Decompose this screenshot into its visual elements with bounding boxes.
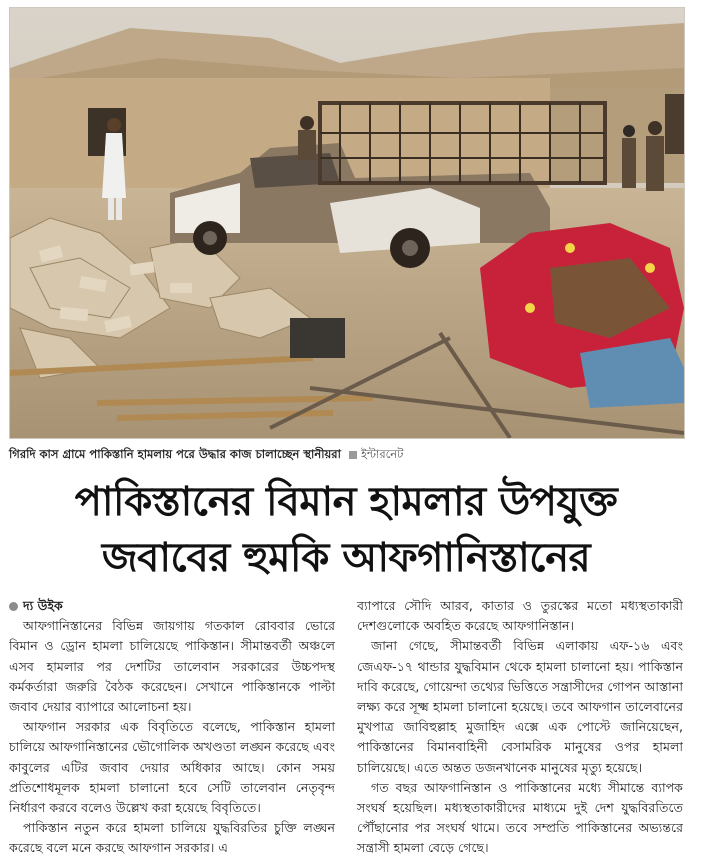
paragraph: পাকিস্তান নতুন করে হামলা চালিয়ে যুদ্ধবিরতির চুক্তি লঙ্ঘন করেছে বলে মনে করছে আফগান সরকার। এ [9, 820, 335, 856]
paragraph: আফগানিস্তানের বিভিন্ন জায়গায় গতকাল রোববার ভোরে বিমান ও ড্রোন হামলা চালিয়েছে পাকিস্তান। সীমান্তবর্তী অঞ্চলে এসব হামলার পর দেশটির তালেবান সরকারের উচ্চপদস্থ কর্মকর্তারা জরুরি বৈঠক করেছেন। সেখানে পাকিস্তানকে পাল্টা জবাব দেয়ার ব্যাপারে আলোচনা হয়। [9, 618, 335, 715]
caption-text: গিরদি কাস গ্রামে পাকিস্তানি হামলায় পরে উদ্ধার কাজ চালাচ্ছেন স্থানীয়রা [9, 447, 341, 461]
paragraph: ব্যাপারে সৌদি আরব, কাতার ও তুরস্কের মতো মধ্যস্থতাকারী দেশগুলোকে অবহিত করেছে আফগানিস্তান। [357, 598, 683, 634]
article-column-right [357, 596, 683, 859]
byline [9, 598, 63, 613]
paragraph: গত বছর আফগানিস্তান ও পাকিস্তানের মধ্যে সীমান্তে ব্যাপক সংঘর্ষ হয়েছিল। মধ্যস্থতাকারীদের মাধ্যমে দুই দেশ যুদ্ধবিরতিতে পৌঁছানোর পর সংঘর্ষ থামে। তবে সম্প্রতি পাকিস্তানের অভ্যন্তরে সন্ত্রাসী হামলা বেড়ে গেছে। [357, 779, 683, 856]
byline-text: দ্য উইক [23, 598, 63, 613]
news-photo [9, 7, 685, 439]
paragraph: জানা গেছে, সীমান্তবর্তী বিভিন্ন এলাকায় এফ-১৬ এবং জেএফ-১৭ থান্ডার যুদ্ধবিমান থেকে হামলা চালানো হয়। পাকিস্তান দাবি করেছে, গোয়েন্দা তথ্যের ভিত্তিতে সন্ত্রাসীদের গোপন আস্তানা লক্ষ্য করে সূক্ষ্ম হামলা চালানো হয়েছে। তবে আফগান তালেবানের মুখপাত্র জাবিহুল্লাহ মুজাহিদ এক্সে এক পোস্টে জানিয়েছেন, পাকিস্তানের বিমানবাহিনী বেসামরিক মানুষের ওপর হামলা চালিয়েছে। এতে অন্তত ডজনখানেক মানুষের মৃত্যু হয়েছে। [357, 638, 683, 775]
article-column-left [9, 596, 335, 859]
photo-caption [9, 443, 683, 465]
article-body [9, 596, 683, 864]
rubble-scene-illustration [10, 8, 684, 438]
headline [9, 474, 683, 586]
photo-credit: ইন্টারনেট [360, 447, 404, 461]
paragraph: আফগান সরকার এক বিবৃতিতে বলেছে, পাকিস্তান হামলা চালিয়ে আফগানিস্তানের ভৌগোলিক অখণ্ডতা লঙ্ঘন করেছে এবং কাবুলের এটির জবাব দেয়ার অধিকার আছে। কোন সময় প্রতিশোধমূলক হামলা চালানো হবে সেটি তালেবান নেতৃবৃন্দ নির্ধারণ করবে বলেও উল্লেখ করা হয়েছে বিবৃতিতে। [9, 719, 335, 816]
byline-dot-icon [9, 602, 18, 611]
headline-line-1: পাকিস্তানের বিমান হামলার উপযুক্ত [74, 479, 618, 525]
credit-square-icon [349, 451, 357, 459]
headline-line-2: জবাবের হুমকি আফগানিস্তানের [101, 535, 591, 581]
